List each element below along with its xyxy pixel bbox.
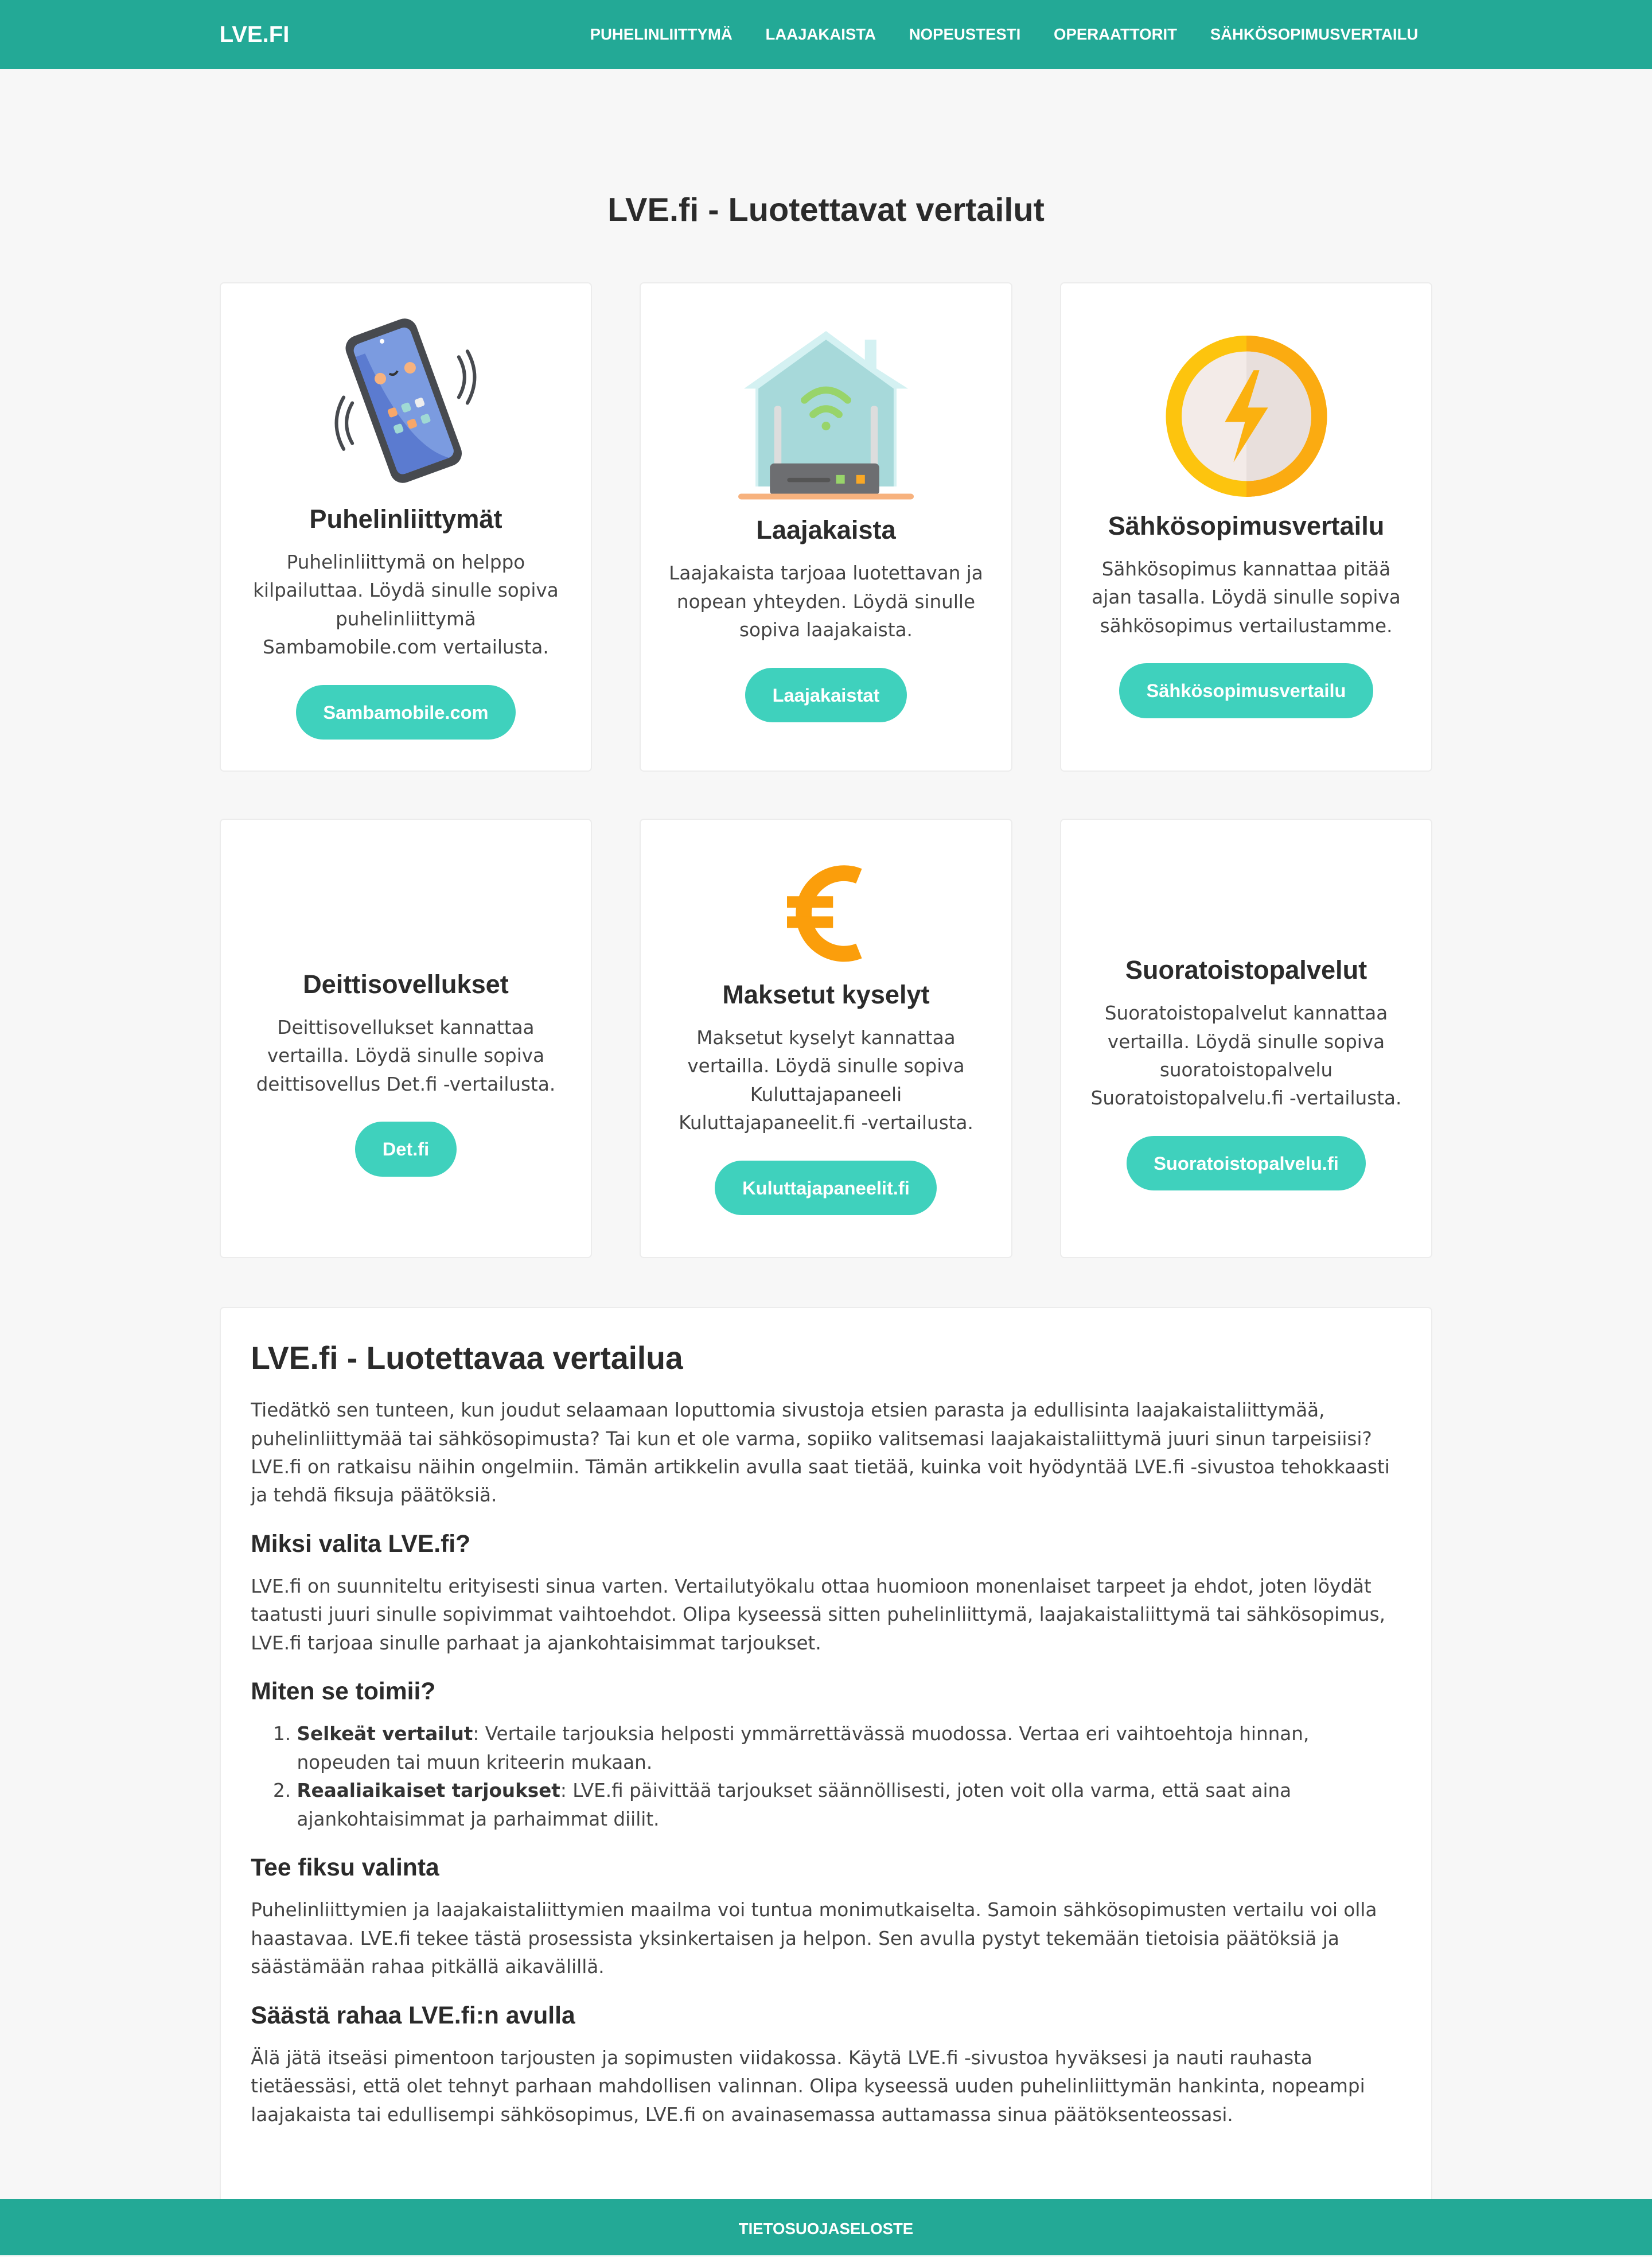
card-text: Suoratoistopalvelut kannattaa vertailla. Löydä sinulle sopiva suoratoistopalvelu Suoratoistopalvelu.fi -vertailusta. [1090, 1002, 1402, 1110]
sambamobile-button[interactable]: Sambamobile.com [296, 685, 516, 740]
card-title: Puhelinliittymät [309, 504, 502, 534]
lightning-coin-icon [1164, 336, 1328, 497]
article [220, 1307, 1433, 2223]
article-intro: Tiedätkö sen tunteen, kun joudut selaamaan loputtomia sivustoja etsien parasta ja edullisinta laajakaistaliittymää, puhelinliittymää tai sähkösopimusta? Tai kun et ole varma, sopiiko valitsemasi laajakaistaliittymä juuri sinun tarpeisiisi? LVE.fi on ratkaisu näihin ongelmiin. Tämän artikkelin avulla saat tietää, kuinka voit hyödyntää LVE.fi -sivustoa tehokkaasti ja tehdä fiksuja päätöksiä. [251, 1399, 1390, 1507]
list-item: 1. Selkeät vertailut: Vertaile tarjouksia helposti ymmärrettävässä muodossa. Vertaa eri vaihtoehtoja hinnan, nopeuden tai muun kriteerin mukaan. [297, 1720, 1401, 1777]
card-text: Maksetut kyselyt kannattaa vertailla. Löydä sinulle sopiva Kuluttajapaneeli Kuluttajapaneelit.fi -vertailusta. [679, 1026, 973, 1134]
euro-icon [787, 862, 864, 966]
card-text: Deittisovellukset kannattaa vertailla. Löydä sinulle sopiva deittisovellus Det.fi -vertailusta. [256, 1016, 556, 1095]
page-title: LVE.fi - Luotettavat vertailut [607, 192, 1045, 229]
card-maksetut-kyselyt [640, 819, 1012, 1258]
router-house-icon [738, 331, 914, 501]
card-text: Sähkösopimus kannattaa pitää ajan tasalla. Löydä sinulle sopiva sähkösopimus vertailustamme. [1092, 558, 1401, 637]
heading-why: Miksi valita LVE.fi? [251, 1530, 471, 1558]
nav-puhelinliittyma[interactable]: PUHELINLIITTYMÄ [590, 25, 733, 44]
paragraph-smart: Puhelinliittymien ja laajakaistaliittymien maailma voi tuntua monimutkaiselta. Samoin sähkösopimusten vertailu voi olla haastavaa. LVE.fi tekee tästä prosessista yksinkertaisen ja helpon. Sen avulla pystyt tekemään tietoisia päätöksiä ja säästämään rahaa pitkällä aikavälillä. [251, 1899, 1377, 1978]
card-puhelinliittymat [220, 282, 593, 772]
card-text: Laajakaista tarjoaa luotettavan ja nopean yhteyden. Löydä sinulle sopiva laajakaista. [669, 562, 983, 641]
heading-how: Miten se toimii? [251, 1678, 436, 1706]
nav-laajakaista[interactable]: LAAJAKAISTA [765, 25, 876, 44]
laajakaistat-button[interactable]: Laajakaistat [745, 668, 907, 722]
card-title: Deittisovellukset [303, 969, 509, 999]
nav-sahkosopimusvertailu[interactable]: SÄHKÖSOPIMUSVERTAILU [1210, 25, 1419, 44]
card-sahkosopimusvertailu [1060, 282, 1433, 772]
suoratoistopalvelu-button[interactable]: Suoratoistopalvelu.fi [1127, 1136, 1366, 1190]
kuluttajapaneelit-button[interactable]: Kuluttajapaneelit.fi [715, 1161, 937, 1215]
list-item: 2. Reaaliaikaiset tarjoukset: LVE.fi päivittää tarjoukset säännöllisesti, joten voit olla varma, että saat aina ajankohtaisimmat ja parhaimmat diilit. [297, 1777, 1401, 1834]
sahkosopimusvertailu-button[interactable]: Sähkösopimusvertailu [1119, 663, 1373, 718]
heading-smart: Tee fiksu valinta [251, 1854, 439, 1882]
logo[interactable]: LVE.FI [219, 21, 290, 48]
site-footer [0, 2199, 1652, 2255]
paragraph-why: LVE.fi on suunniteltu erityisesti sinua varten. Vertailutyökalu ottaa huomioon monenlaiset tarpeet ja ehdot, joten löydät taatusti juuri sinulle sopivimmat vaihtoehdot. Olipa kyseessä sitten puhelinliittymä, laajakaistaliittymä tai sähkösopimus, LVE.fi tarjoaa sinulle parhaat ja ajankohtaisimmat tarjoukset. [251, 1575, 1385, 1654]
phone-icon [326, 314, 485, 489]
how-list [251, 1720, 1401, 1834]
main-nav [590, 25, 1419, 44]
card-title: Sähkösopimusvertailu [1108, 511, 1385, 540]
nav-nopeustesti[interactable]: NOPEUSTESTI [909, 25, 1021, 44]
nav-operaattorit[interactable]: OPERAATTORIT [1054, 25, 1178, 44]
heading-save: Säästä rahaa LVE.fi:n avulla [251, 2001, 575, 2029]
paragraph-save: Älä jätä itseäsi pimentoon tarjousten ja sopimusten viidakossa. Käytä LVE.fi -sivustoa hyväksesi ja nauti rauhasta tietäessäsi, että olet tehnyt parhaan mahdollisen valinnan. Olipa kyseessä uuden puhelinliittymän hankinta, nopeampi laajakaista tai edullisempi sähkösopimus, LVE.fi on avainasemassa auttamassa sinua päätöksenteossasi. [251, 2046, 1365, 2126]
card-title: Maksetut kyselyt [722, 979, 930, 1009]
card-deittisovellukset [220, 819, 593, 1258]
card-laajakaista [640, 282, 1012, 772]
card-title: Laajakaista [756, 515, 896, 545]
det-fi-button[interactable]: Det.fi [355, 1122, 457, 1176]
privacy-policy-link[interactable]: TIETOSUOJASELOSTE [738, 2220, 914, 2238]
card-text: Puhelinliittymä on helppo kilpailuttaa. Löydä sinulle sopiva puhelinliittymä Sambamobile.com vertailusta. [253, 551, 559, 658]
card-suoratoistopalvelut [1060, 819, 1433, 1258]
site-header [0, 0, 1652, 69]
card-title: Suoratoistopalvelut [1125, 955, 1367, 985]
article-title: LVE.fi - Luotettavaa vertailua [251, 1340, 683, 1376]
